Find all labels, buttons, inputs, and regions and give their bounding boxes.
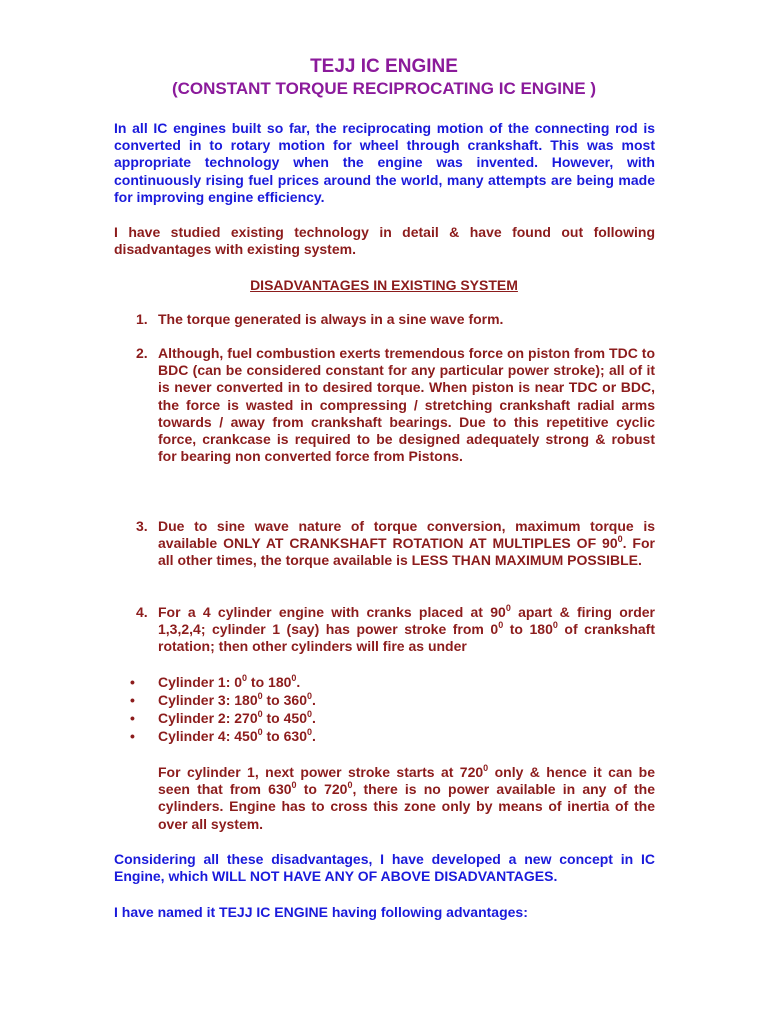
bullet-text: Cylinder 3: $180^0$ to $360^0$. (158, 691, 316, 708)
study-paragraph: I have studied existing technology in detail & have found out following disadvantages with existing system. (114, 224, 655, 258)
advantages-paragraph: I have named it TEJJ IC ENGINE having following advantages: (114, 904, 528, 920)
concept-paragraph: Considering all these disadvantages, I have developed a new concept in IC Engine, which WILL NOT HAVE ANY OF ABOVE DISADVANTAGES. (114, 851, 655, 885)
list-item-text: The torque generated is always in a sine wave form. (158, 311, 504, 327)
cycle-paragraph: For cylinder 1, next power stroke starts at $720^0$ only & hence it can be seen that from $630^0$ to $720^0$, there is no power available in any of the cylinders. Engine has to cross this zone only by means of inertia of the over all system. (158, 763, 656, 832)
list-item-number: 4. (136, 604, 148, 620)
list-item-text: For a 4 cylinder engine with cranks placed at $90^0$ apart & firing order 1,3,2,4; cylinder 1 (say) has power stroke from $0^0$ to $180^0$ of crankshaft rotation; then other cylinders will fire as under (158, 603, 656, 655)
page-title: TEJJ IC ENGINE (310, 56, 458, 77)
bullet-icon: • (130, 710, 135, 726)
bullet-icon: • (130, 728, 135, 744)
list-item-text: Although, fuel combustion exerts tremendous force on piston from TDC to BDC (can be considered constant for any particular power stroke); all of it is never converted in to desired torque. When piston is near TDC or BDC, the force is wasted in compressing / stretching crankshaft radial arms towards / away from crankshaft bearings. Due to this repetitive cyclic force, crankcase is required to be designed adequately strong & robust for bearing non converted force from Pistons. (158, 345, 655, 465)
list-item-number: 3. (136, 518, 148, 534)
bullet-text: Cylinder 4: $450^0$ to $630^0$. (158, 727, 316, 744)
section-heading: DISADVANTAGES IN EXISTING SYSTEM (250, 277, 518, 293)
bullet-icon: • (130, 674, 135, 690)
bullet-text: Cylinder 1: $0^0$ to $180^0$. (158, 673, 301, 690)
page-subtitle: (CONSTANT TORQUE RECIPROCATING IC ENGINE ) (171, 79, 597, 98)
list-item-text: Due to sine wave nature of torque conversion, maximum torque is available ONLY AT CRANKSHAFT ROTATION AT MULTIPLES OF $90^0$. For all other times, the torque available is LESS THAN MAXIMUM POSSIBLE. (158, 518, 655, 569)
intro-paragraph: In all IC engines built so far, the reciprocating motion of the connecting rod is converted in to rotary motion for wheel through crankshaft. This was most appropriate technology when the engine was invented. However, with continuously rising fuel prices around the world, many attempts are being made for improving engine efficiency. (114, 120, 655, 205)
bullet-text: Cylinder 2: $270^0$ to $450^0$. (158, 709, 316, 726)
list-item-number: 1. (136, 311, 148, 327)
bullet-icon: • (130, 692, 135, 708)
list-item-number: 2. (136, 345, 148, 361)
